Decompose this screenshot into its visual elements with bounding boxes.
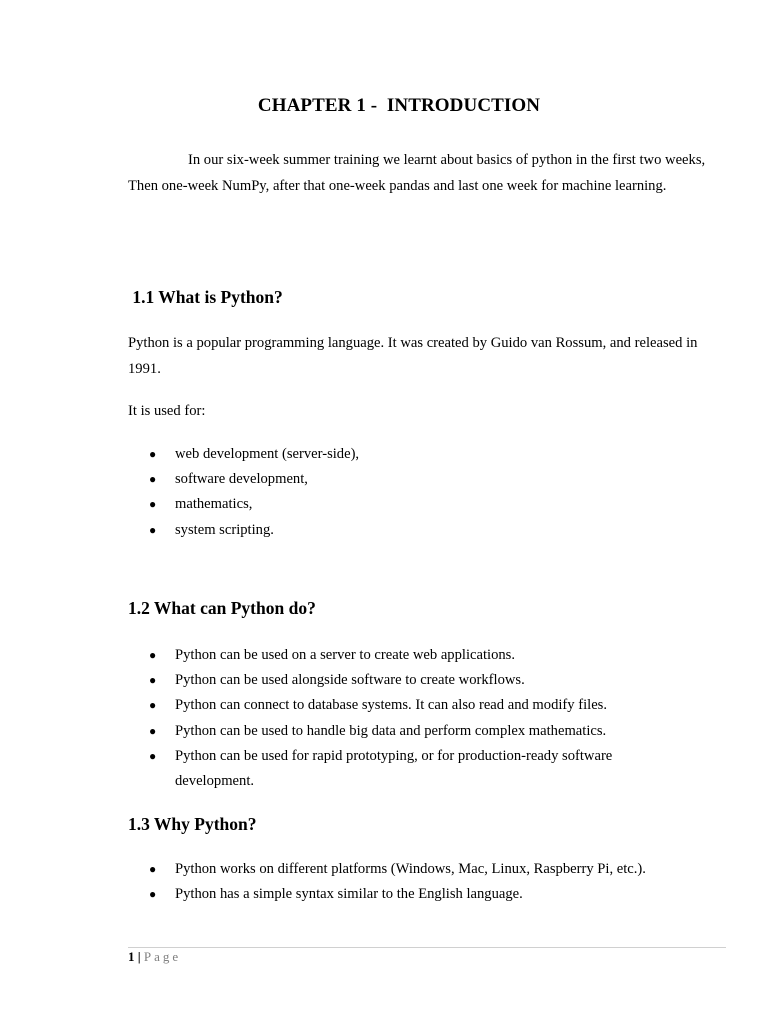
bullet-icon: ● xyxy=(149,862,157,876)
list-item: ● Python has a simple syntax similar to the English language. xyxy=(128,882,728,907)
intro-paragraph: In our six-week summer training we learnt about basics of python in the first two weeks, Then one-week NumPy, after that one-week pandas and last one week for machine learning. xyxy=(128,152,706,194)
bullet-icon: ● xyxy=(149,497,157,512)
uses-list xyxy=(128,442,728,543)
bullet-icon: ● xyxy=(149,698,157,713)
used-for-label: It is used for: xyxy=(128,403,206,419)
list-item: ● Python can be used to handle big data and perform complex mathematics. xyxy=(128,719,728,744)
footer-separator: | xyxy=(134,949,144,964)
list-item: ● mathematics, xyxy=(128,492,728,517)
reasons-list xyxy=(128,857,728,907)
section1-paragraph: Python is a popular programming language. It was created by Guido van Rossum, and released in 1991. xyxy=(128,335,698,377)
footer-divider xyxy=(128,947,726,948)
bullet-icon: ● xyxy=(149,748,157,763)
list-item: ● web development (server-side), xyxy=(128,442,728,467)
bullet-icon: ● xyxy=(149,648,157,662)
chapter-title: CHAPTER 1 - INTRODUCTION xyxy=(257,95,541,116)
list-item: ● Python can be used for rapid prototyping, or for production-ready software development. xyxy=(128,744,645,794)
page-label: Page xyxy=(143,949,182,964)
section-heading-what-is-python: 1.1 What is Python? xyxy=(128,287,283,307)
bullet-icon: ● xyxy=(149,673,157,688)
bullet-icon: ● xyxy=(149,723,157,738)
bullet-icon: ● xyxy=(149,522,157,537)
section-heading-why-python: 1.3 Why Python? xyxy=(128,814,257,834)
list-item: ● Python works on different platforms (Windows, Mac, Linux, Raspberry Pi, etc.). xyxy=(128,857,728,882)
list-item: ● system scripting. xyxy=(128,518,728,543)
list-item: ● software development, xyxy=(128,467,728,492)
list-item: ● Python can be used on a server to create web applications. xyxy=(128,643,728,668)
bullet-icon: ● xyxy=(149,447,157,461)
bullet-icon: ● xyxy=(149,472,157,487)
bullet-icon: ● xyxy=(149,887,157,902)
list-item: ● Python can connect to database systems. It can also read and modify files. xyxy=(128,693,728,718)
capabilities-list xyxy=(128,643,728,794)
list-item: ● Python can be used alongside software to create workflows. xyxy=(128,668,728,693)
page-footer xyxy=(128,949,181,965)
page-number: 1 xyxy=(128,949,135,964)
section-heading-what-can-python-do: 1.2 What can Python do? xyxy=(128,598,316,618)
